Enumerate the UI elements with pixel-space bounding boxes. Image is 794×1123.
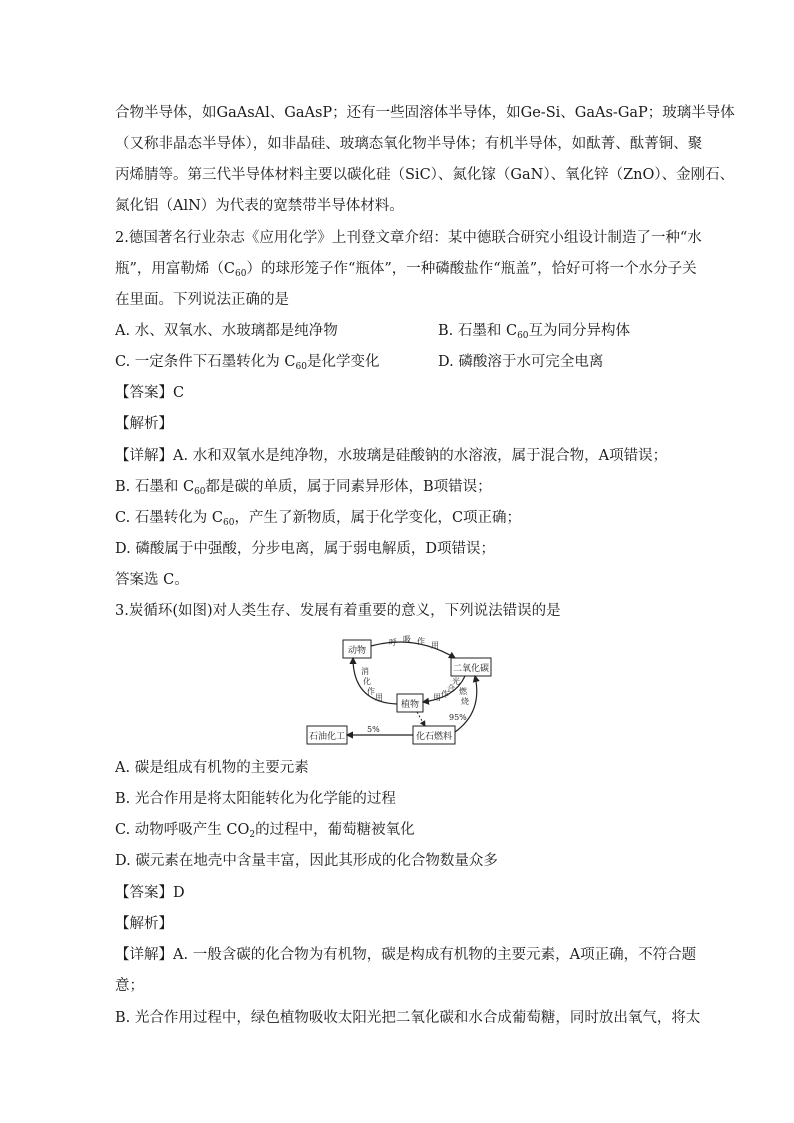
intro-line-2: （又称非晶态半导体），如非晶硅、玻璃态氧化物半导体；有机半导体，如酞菁、酞菁铜、聚 bbox=[115, 136, 703, 152]
q3-option-a: A. 碳是组成有机物的主要元素 bbox=[115, 760, 309, 776]
q3-option-d: D. 碳元素在地壳中含量丰富，因此其形成的化合物数量众多 bbox=[115, 853, 498, 869]
q2-option-c: C. 一定条件下石墨转化为 $C_{60}$是化学变化 bbox=[115, 354, 380, 372]
plant-fossil-arrow bbox=[417, 712, 425, 726]
subscript: 60 bbox=[223, 518, 235, 528]
q3-option-c: C. 动物呼吸产生 $CO_2$的过程中，葡萄糖被氧化 bbox=[115, 822, 415, 840]
q2-option-d: D. 磷酸溶于水可完全电离 bbox=[438, 354, 604, 370]
subscript: 2 bbox=[249, 830, 256, 840]
q2-conclusion: 答案选 C。 bbox=[115, 572, 189, 588]
q2-detail-d: D. 磷酸属于中强酸，分步电离，属于弱电解质，D项错误； bbox=[115, 541, 495, 557]
intro-line-1: 合物半导体，如GaAsAl、GaAsP；还有一些固溶体半导体，如Ge-Si、GaAs-GaP；玻璃半导体 bbox=[115, 105, 735, 121]
fossil-label: 化石燃料 bbox=[415, 732, 453, 742]
q2-stem-text: ）的球形笼子作“瓶体”，一种磷酸盐作“瓶盖”，恰好可将一个水分子关 bbox=[246, 261, 697, 277]
subscript: 60 bbox=[235, 269, 247, 279]
respire-char: 用 bbox=[431, 641, 439, 650]
intro-line-3: 丙烯腈等。第三代半导体材料主要以碳化硅（SiC）、氮化镓（GaN）、氧化锌（ZnO）、金刚石、 bbox=[115, 167, 735, 183]
q2-stem-line-3: 在里面。下列说法正确的是 bbox=[115, 292, 289, 308]
burn-char: 烧 bbox=[461, 697, 469, 706]
q2-option-a: A. 水、双氧水、水玻璃都是纯净物 bbox=[115, 323, 338, 339]
q3-answer: 【答案】D bbox=[115, 885, 185, 901]
digest-char: 消 bbox=[361, 667, 369, 676]
respire-char: 作 bbox=[417, 637, 425, 646]
plant-label: 植物 bbox=[400, 700, 420, 710]
q2-options-row-1 bbox=[115, 321, 675, 341]
photo-char: 光 bbox=[452, 677, 460, 686]
photo-char: 作 bbox=[441, 690, 449, 699]
digest-char: 用 bbox=[375, 693, 383, 702]
subscript: 60 bbox=[517, 331, 529, 341]
q2-answer: 【答案】C bbox=[115, 385, 185, 401]
q3-stem: 3.炭循环(如图)对人类生存、发展有着重要的意义，下列说法错误的是 bbox=[115, 603, 561, 619]
respire-char: 吸 bbox=[403, 635, 411, 644]
subscript: 60 bbox=[194, 487, 206, 497]
q2-options-row-2 bbox=[115, 352, 675, 372]
q2-option-b: B. 石墨和 $C_{60}$互为同分异构体 bbox=[438, 323, 631, 341]
petro-label: 石油化工 bbox=[308, 732, 346, 742]
photo-char: 用 bbox=[433, 693, 441, 702]
q3-detail-b: B. 光合作用过程中，绿色植物吸收太阳光把二氧化碳和水合成葡萄糖，同时放出氧气，将太 bbox=[115, 1010, 701, 1026]
animal-label: 动物 bbox=[347, 646, 367, 656]
respiration-arrow bbox=[371, 642, 455, 658]
co2-label: 二氧化碳 bbox=[452, 664, 490, 674]
subscript: 60 bbox=[295, 362, 307, 372]
pct5-label: 5% bbox=[367, 725, 380, 734]
carbon-cycle-diagram bbox=[305, 632, 495, 748]
q3-option-b: B. 光合作用是将太阳能转化为化学能的过程 bbox=[115, 791, 396, 807]
q3-detail-a-line-2: 意； bbox=[115, 978, 144, 994]
q2-detail-b: B. 石墨和 $C_{60}$都是碳的单质，属于同素异形体，B项错误； bbox=[115, 479, 492, 497]
q2-stem-line-1: 2.德国著名行业杂志《应用化学》上刊登文章介绍：某中德联合研究小组设计制造了一种“水 bbox=[115, 230, 702, 246]
digest-char: 作 bbox=[367, 687, 375, 696]
digest-char: 化 bbox=[363, 677, 371, 686]
q2-stem-text: 瓶”，用富勒烯（C bbox=[115, 261, 236, 277]
q2-stem-line-2 bbox=[115, 259, 697, 279]
intro-line-4: 氮化铝（AlN）为代表的宽禁带半导体材料。 bbox=[115, 198, 404, 214]
q3-analysis-heading: 【解析】 bbox=[115, 916, 173, 932]
burn-char: 燃 bbox=[459, 687, 467, 696]
pct95-label: 95% bbox=[449, 713, 467, 722]
q2-detail-c: C. 石墨转化为 $C_{60}$，产生了新物质，属于化学变化，C项正确； bbox=[115, 510, 522, 528]
q3-detail-a-line-1: 【详解】A. 一般含碳的化合物为有机物，碳是构成有机物的主要元素，A项正确，不符合题 bbox=[115, 947, 697, 963]
photo-char: 合 bbox=[447, 684, 455, 693]
q2-analysis-heading: 【解析】 bbox=[115, 416, 173, 432]
q2-detail-a: 【详解】A. 水和双氧水是纯净物，水玻璃是硅酸钠的水溶液，属于混合物，A项错误； bbox=[115, 448, 668, 464]
respire-char: 呼 bbox=[389, 638, 397, 647]
